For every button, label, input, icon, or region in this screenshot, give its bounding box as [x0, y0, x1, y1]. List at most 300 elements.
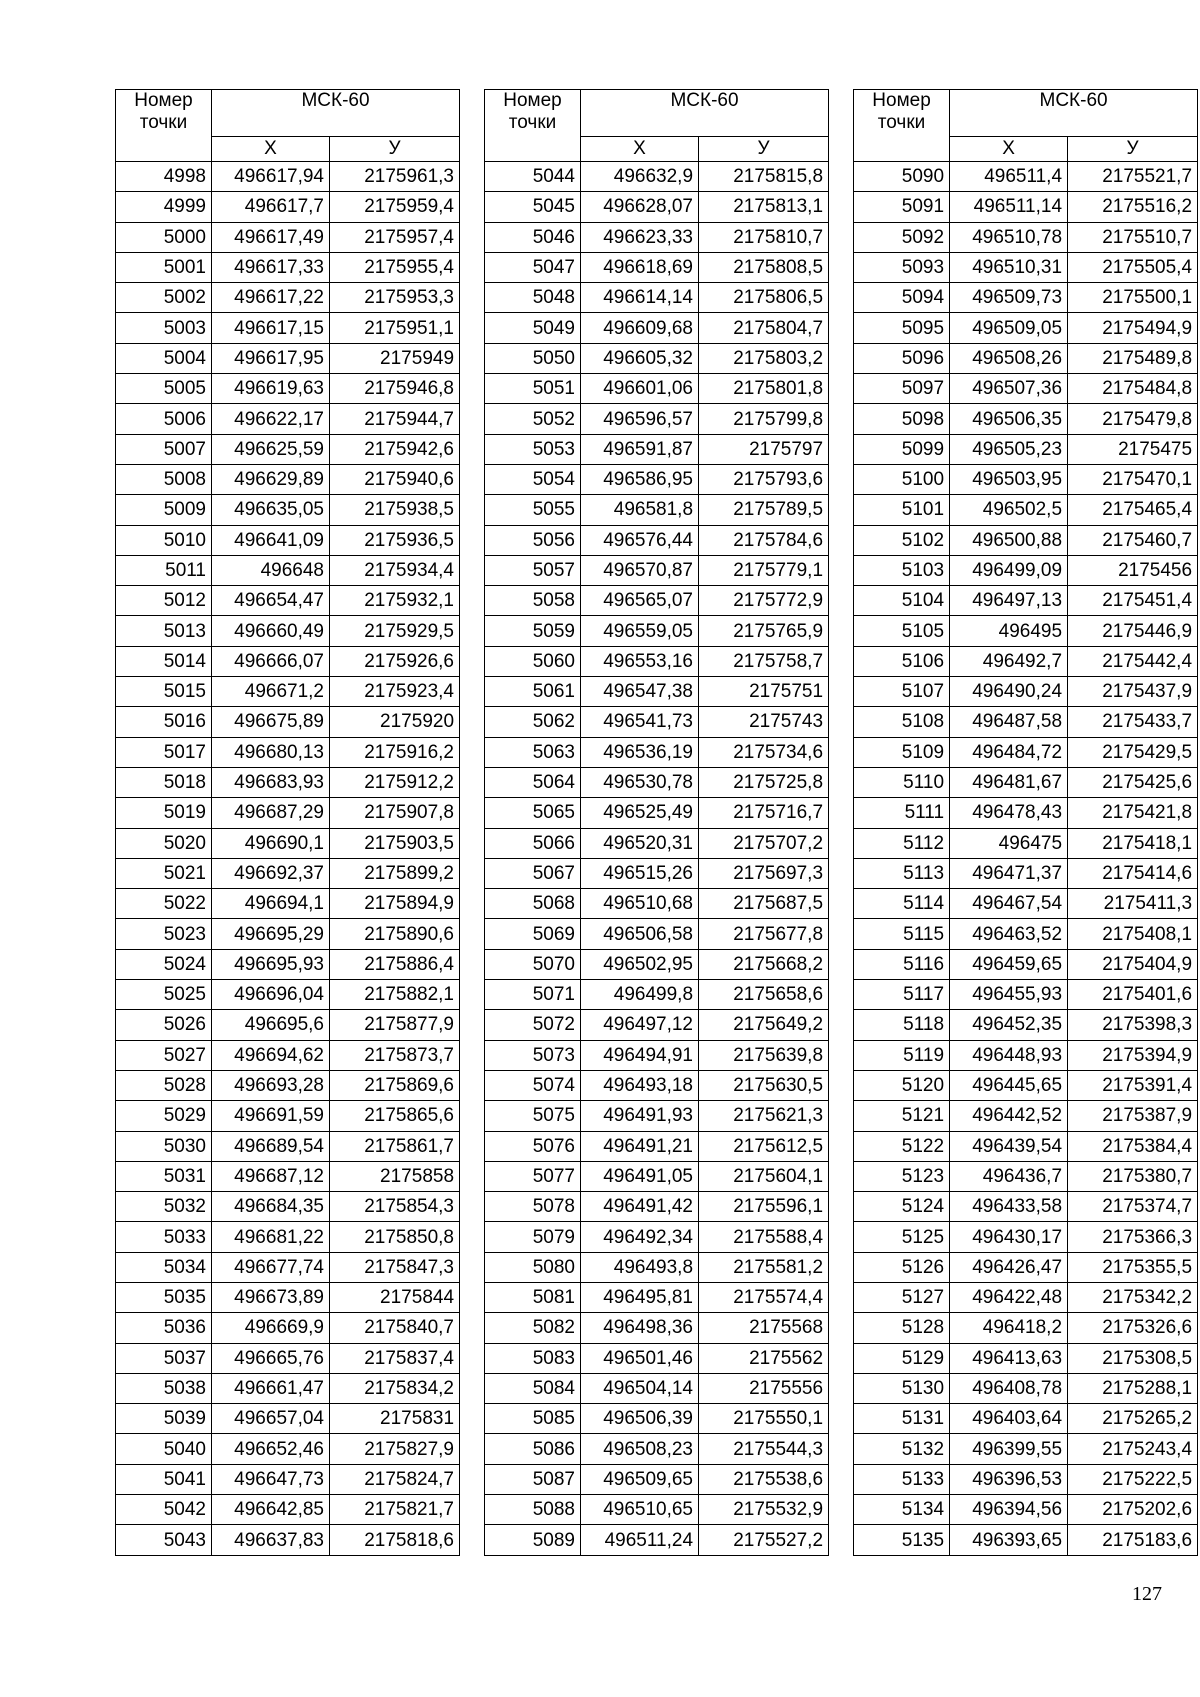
x-coordinate-cell: 496422,48 — [950, 1282, 1068, 1312]
x-coordinate-cell: 496503,95 — [950, 464, 1068, 494]
y-coordinate-cell: 2175612,5 — [699, 1131, 829, 1161]
y-coordinate-cell: 2175920 — [330, 707, 460, 737]
y-coordinate-cell: 2175366,3 — [1068, 1222, 1198, 1252]
point-number-cell: 5038 — [116, 1373, 212, 1403]
x-coordinate-cell: 496570,87 — [581, 555, 699, 585]
y-coordinate-cell: 2175861,7 — [330, 1131, 460, 1161]
x-coordinate-cell: 496490,24 — [950, 677, 1068, 707]
x-coordinate-cell: 496475 — [950, 828, 1068, 858]
y-coordinate-cell: 2175484,8 — [1068, 374, 1198, 404]
x-coordinate-cell: 496436,7 — [950, 1161, 1068, 1191]
table-row — [854, 434, 1198, 464]
point-number-cell: 5110 — [854, 767, 950, 797]
y-coordinate-cell: 2175734,6 — [699, 737, 829, 767]
point-number-cell: 5015 — [116, 677, 212, 707]
y-coordinate-cell: 2175532,9 — [699, 1495, 829, 1525]
x-coordinate-cell: 496614,14 — [581, 283, 699, 313]
x-coordinate-cell: 496576,44 — [581, 525, 699, 555]
y-coordinate-cell: 2175772,9 — [699, 586, 829, 616]
table-row — [854, 1525, 1198, 1555]
table-row — [116, 1192, 460, 1222]
table-row — [116, 192, 460, 222]
table-row — [116, 616, 460, 646]
y-coordinate-cell: 2175505,4 — [1068, 252, 1198, 282]
table-row — [116, 586, 460, 616]
table-row — [485, 525, 829, 555]
y-coordinate-cell: 2175808,5 — [699, 252, 829, 282]
x-coordinate-cell: 496680,13 — [212, 737, 330, 767]
y-coordinate-cell: 2175865,6 — [330, 1101, 460, 1131]
point-number-cell: 5122 — [854, 1131, 950, 1161]
y-coordinate-cell: 2175938,5 — [330, 495, 460, 525]
table-row — [854, 1010, 1198, 1040]
table-row — [485, 1373, 829, 1403]
x-coordinate-cell: 496511,4 — [950, 162, 1068, 192]
x-coordinate-cell: 496642,85 — [212, 1495, 330, 1525]
table-row — [854, 404, 1198, 434]
table-row — [485, 1192, 829, 1222]
x-coordinate-cell: 496510,78 — [950, 222, 1068, 252]
x-coordinate-cell: 496525,49 — [581, 798, 699, 828]
point-number-cell: 5119 — [854, 1040, 950, 1070]
x-coordinate-cell: 496515,26 — [581, 858, 699, 888]
y-coordinate-cell: 2175877,9 — [330, 1010, 460, 1040]
x-coordinate-cell: 496505,23 — [950, 434, 1068, 464]
y-coordinate-cell: 2175510,7 — [1068, 222, 1198, 252]
y-coordinate-cell: 2175202,6 — [1068, 1495, 1198, 1525]
point-number-cell: 5080 — [485, 1252, 581, 1282]
y-coordinate-cell: 2175936,5 — [330, 525, 460, 555]
point-number-header-line2: точки — [139, 112, 188, 133]
x-coordinate-cell: 496648 — [212, 555, 330, 585]
point-number-cell: 5056 — [485, 525, 581, 555]
y-coordinate-cell: 2175837,4 — [330, 1343, 460, 1373]
table-row — [854, 313, 1198, 343]
point-number-cell: 5009 — [116, 495, 212, 525]
y-coordinate-cell: 2175649,2 — [699, 1010, 829, 1040]
table-row — [485, 495, 829, 525]
y-coordinate-cell: 2175658,6 — [699, 980, 829, 1010]
table-row — [854, 1222, 1198, 1252]
point-number-cell: 5076 — [485, 1131, 581, 1161]
x-coordinate-cell: 496394,56 — [950, 1495, 1068, 1525]
y-coordinate-cell: 2175425,6 — [1068, 767, 1198, 797]
x-coordinate-cell: 496617,94 — [212, 162, 330, 192]
x-coordinate-cell: 496692,37 — [212, 858, 330, 888]
table-row — [116, 464, 460, 494]
x-coordinate-cell: 496445,65 — [950, 1070, 1068, 1100]
point-number-cell: 5135 — [854, 1525, 950, 1555]
table-row — [116, 707, 460, 737]
point-number-cell: 5120 — [854, 1070, 950, 1100]
point-number-cell: 5066 — [485, 828, 581, 858]
table-row — [116, 646, 460, 676]
x-coordinate-cell: 496601,06 — [581, 374, 699, 404]
y-coordinate-cell: 2175398,3 — [1068, 1010, 1198, 1040]
x-coordinate-cell: 496628,07 — [581, 192, 699, 222]
table-row — [854, 949, 1198, 979]
y-column-header: У — [699, 137, 829, 162]
point-number-cell: 5028 — [116, 1070, 212, 1100]
x-coordinate-cell: 496396,53 — [950, 1464, 1068, 1494]
point-number-cell: 5108 — [854, 707, 950, 737]
point-number-cell: 5048 — [485, 283, 581, 313]
x-coordinate-cell: 496641,09 — [212, 525, 330, 555]
x-coordinate-cell: 496393,65 — [950, 1525, 1068, 1555]
point-number-cell: 5098 — [854, 404, 950, 434]
x-coordinate-cell: 496504,14 — [581, 1373, 699, 1403]
y-coordinate-cell: 2175779,1 — [699, 555, 829, 585]
y-coordinate-cell: 2175725,8 — [699, 767, 829, 797]
point-number-cell: 5063 — [485, 737, 581, 767]
table-row — [116, 434, 460, 464]
table-row — [854, 222, 1198, 252]
point-number-cell: 5134 — [854, 1495, 950, 1525]
point-number-cell: 5044 — [485, 162, 581, 192]
x-coordinate-cell: 496511,14 — [950, 192, 1068, 222]
x-coordinate-cell: 496509,65 — [581, 1464, 699, 1494]
x-coordinate-cell: 496695,6 — [212, 1010, 330, 1040]
point-number-cell: 4999 — [116, 192, 212, 222]
table-row — [116, 828, 460, 858]
point-number-cell: 5046 — [485, 222, 581, 252]
point-number-cell: 5001 — [116, 252, 212, 282]
table-row — [485, 1464, 829, 1494]
y-coordinate-cell: 2175894,9 — [330, 889, 460, 919]
table-row — [854, 1495, 1198, 1525]
table-row — [485, 828, 829, 858]
point-number-cell: 5124 — [854, 1192, 950, 1222]
point-number-header-line1: Номер — [872, 90, 931, 111]
point-number-cell: 5022 — [116, 889, 212, 919]
table-row — [116, 222, 460, 252]
coordinate-system-header: МСК-60 — [581, 90, 829, 137]
y-coordinate-cell: 2175550,1 — [699, 1404, 829, 1434]
table-row — [116, 1222, 460, 1252]
point-number-cell: 5045 — [485, 192, 581, 222]
y-coordinate-cell: 2175697,3 — [699, 858, 829, 888]
table-row — [485, 767, 829, 797]
x-coordinate-cell: 496511,24 — [581, 1525, 699, 1555]
point-number-cell: 5089 — [485, 1525, 581, 1555]
y-coordinate-cell: 2175789,5 — [699, 495, 829, 525]
point-number-cell: 5104 — [854, 586, 950, 616]
y-coordinate-cell: 2175183,6 — [1068, 1525, 1198, 1555]
table-row — [854, 374, 1198, 404]
y-coordinate-cell: 2175907,8 — [330, 798, 460, 828]
x-coordinate-cell: 496617,15 — [212, 313, 330, 343]
table-row — [854, 1070, 1198, 1100]
point-number-cell: 5025 — [116, 980, 212, 1010]
table-row — [116, 949, 460, 979]
table-row — [485, 677, 829, 707]
table-row — [116, 1373, 460, 1403]
table-row — [854, 1434, 1198, 1464]
table-row — [485, 404, 829, 434]
y-coordinate-cell: 2175803,2 — [699, 343, 829, 373]
x-coordinate-cell: 496617,33 — [212, 252, 330, 282]
x-coordinate-cell: 496452,35 — [950, 1010, 1068, 1040]
table-row — [485, 1313, 829, 1343]
x-coordinate-cell: 496681,22 — [212, 1222, 330, 1252]
x-coordinate-cell: 496510,31 — [950, 252, 1068, 282]
table-row — [116, 252, 460, 282]
table-row — [854, 1313, 1198, 1343]
x-coordinate-cell: 496652,46 — [212, 1434, 330, 1464]
table-row — [485, 313, 829, 343]
table-row — [854, 889, 1198, 919]
point-number-cell: 5095 — [854, 313, 950, 343]
point-number-cell: 5057 — [485, 555, 581, 585]
table-row — [116, 162, 460, 192]
table-row — [485, 737, 829, 767]
point-number-header-line1: Номер — [134, 90, 193, 111]
table-row — [485, 1222, 829, 1252]
x-coordinate-cell: 496689,54 — [212, 1131, 330, 1161]
point-number-cell: 5105 — [854, 616, 950, 646]
y-coordinate-cell: 2175562 — [699, 1343, 829, 1373]
y-coordinate-cell: 2175465,4 — [1068, 495, 1198, 525]
y-coordinate-cell: 2175475 — [1068, 434, 1198, 464]
point-number-cell: 5123 — [854, 1161, 950, 1191]
point-number-cell: 5008 — [116, 464, 212, 494]
y-coordinate-cell: 2175797 — [699, 434, 829, 464]
y-coordinate-cell: 2175421,8 — [1068, 798, 1198, 828]
table-row — [854, 616, 1198, 646]
x-coordinate-cell: 496695,93 — [212, 949, 330, 979]
point-number-cell: 5129 — [854, 1343, 950, 1373]
x-coordinate-cell: 496654,47 — [212, 586, 330, 616]
x-coordinate-cell: 496530,78 — [581, 767, 699, 797]
x-coordinate-cell: 496591,87 — [581, 434, 699, 464]
table-row — [116, 1404, 460, 1434]
x-coordinate-cell: 496536,19 — [581, 737, 699, 767]
table-row — [854, 525, 1198, 555]
point-number-cell: 5013 — [116, 616, 212, 646]
table-row — [485, 586, 829, 616]
table-row — [485, 192, 829, 222]
x-coordinate-cell: 496691,59 — [212, 1101, 330, 1131]
x-coordinate-cell: 496509,05 — [950, 313, 1068, 343]
x-coordinate-cell: 496694,62 — [212, 1040, 330, 1070]
y-coordinate-cell: 2175401,6 — [1068, 980, 1198, 1010]
x-coordinate-cell: 496618,69 — [581, 252, 699, 282]
point-number-cell: 5040 — [116, 1434, 212, 1464]
x-coordinate-cell: 496695,29 — [212, 919, 330, 949]
point-number-header — [485, 90, 581, 162]
point-number-cell: 5114 — [854, 889, 950, 919]
point-number-cell: 5133 — [854, 1464, 950, 1494]
table-row — [854, 1192, 1198, 1222]
table-row — [116, 1343, 460, 1373]
point-number-header — [116, 90, 212, 162]
point-number-cell: 5049 — [485, 313, 581, 343]
y-coordinate-cell: 2175890,6 — [330, 919, 460, 949]
y-coordinate-cell: 2175840,7 — [330, 1313, 460, 1343]
table-row — [116, 283, 460, 313]
x-column-header: Х — [581, 137, 699, 162]
x-coordinate-cell: 496506,35 — [950, 404, 1068, 434]
table-row — [854, 1101, 1198, 1131]
x-coordinate-cell: 496426,47 — [950, 1252, 1068, 1282]
point-number-cell: 5127 — [854, 1282, 950, 1312]
y-coordinate-cell: 2175869,6 — [330, 1070, 460, 1100]
point-number-cell: 5071 — [485, 980, 581, 1010]
point-number-cell: 5047 — [485, 252, 581, 282]
coordinate-table — [853, 89, 1198, 1556]
point-number-header-line2: точки — [877, 112, 926, 133]
point-number-cell: 5116 — [854, 949, 950, 979]
table-row — [116, 1252, 460, 1282]
x-coordinate-cell: 496671,2 — [212, 677, 330, 707]
point-number-cell: 5060 — [485, 646, 581, 676]
x-coordinate-cell: 496559,05 — [581, 616, 699, 646]
point-number-cell: 5072 — [485, 1010, 581, 1040]
y-coordinate-cell: 2175500,1 — [1068, 283, 1198, 313]
y-coordinate-cell: 2175222,5 — [1068, 1464, 1198, 1494]
table-row — [116, 1525, 460, 1555]
x-coordinate-cell: 496439,54 — [950, 1131, 1068, 1161]
y-coordinate-cell: 2175687,5 — [699, 889, 829, 919]
x-coordinate-cell: 496687,12 — [212, 1161, 330, 1191]
y-coordinate-cell: 2175516,2 — [1068, 192, 1198, 222]
x-column-header: Х — [950, 137, 1068, 162]
point-number-cell: 5128 — [854, 1313, 950, 1343]
x-coordinate-cell: 496635,05 — [212, 495, 330, 525]
y-coordinate-cell: 2175326,6 — [1068, 1313, 1198, 1343]
table-row — [854, 767, 1198, 797]
x-coordinate-cell: 496632,9 — [581, 162, 699, 192]
y-coordinate-cell: 2175929,5 — [330, 616, 460, 646]
point-number-cell: 5023 — [116, 919, 212, 949]
point-number-cell: 5000 — [116, 222, 212, 252]
table-row — [854, 252, 1198, 282]
y-coordinate-cell: 2175355,5 — [1068, 1252, 1198, 1282]
y-coordinate-cell: 2175668,2 — [699, 949, 829, 979]
point-number-cell: 5016 — [116, 707, 212, 737]
point-number-cell: 5011 — [116, 555, 212, 585]
y-coordinate-cell: 2175758,7 — [699, 646, 829, 676]
y-coordinate-cell: 2175470,1 — [1068, 464, 1198, 494]
point-number-cell: 5131 — [854, 1404, 950, 1434]
y-coordinate-cell: 2175442,4 — [1068, 646, 1198, 676]
y-coordinate-cell: 2175544,3 — [699, 1434, 829, 1464]
point-number-cell: 5027 — [116, 1040, 212, 1070]
y-coordinate-cell: 2175384,4 — [1068, 1131, 1198, 1161]
y-coordinate-cell: 2175414,6 — [1068, 858, 1198, 888]
point-number-cell: 5094 — [854, 283, 950, 313]
y-coordinate-cell: 2175418,1 — [1068, 828, 1198, 858]
point-number-cell: 5035 — [116, 1282, 212, 1312]
coordinate-system-header: МСК-60 — [950, 90, 1198, 137]
y-coordinate-cell: 2175959,4 — [330, 192, 460, 222]
y-coordinate-cell: 2175707,2 — [699, 828, 829, 858]
y-coordinate-cell: 2175806,5 — [699, 283, 829, 313]
table-row — [854, 646, 1198, 676]
y-coordinate-cell: 2175288,1 — [1068, 1373, 1198, 1403]
point-number-cell: 5070 — [485, 949, 581, 979]
x-coordinate-cell: 496622,17 — [212, 404, 330, 434]
x-coordinate-cell: 496629,89 — [212, 464, 330, 494]
table-row — [116, 1464, 460, 1494]
x-coordinate-cell: 496617,49 — [212, 222, 330, 252]
x-coordinate-cell: 496471,37 — [950, 858, 1068, 888]
point-number-cell: 5054 — [485, 464, 581, 494]
point-number-cell: 5101 — [854, 495, 950, 525]
point-number-cell: 5024 — [116, 949, 212, 979]
table-row — [854, 1343, 1198, 1373]
y-coordinate-cell: 2175844 — [330, 1282, 460, 1312]
point-number-cell: 4998 — [116, 162, 212, 192]
x-coordinate-cell: 496660,49 — [212, 616, 330, 646]
x-coordinate-cell: 496581,8 — [581, 495, 699, 525]
table-row — [116, 889, 460, 919]
y-coordinate-cell: 2175944,7 — [330, 404, 460, 434]
point-number-cell: 5118 — [854, 1010, 950, 1040]
point-number-cell: 5004 — [116, 343, 212, 373]
table-row — [485, 798, 829, 828]
table-row — [485, 464, 829, 494]
coordinate-table — [115, 89, 460, 1556]
x-coordinate-cell: 496520,31 — [581, 828, 699, 858]
point-number-header-line2: точки — [508, 112, 557, 133]
y-coordinate-cell: 2175429,5 — [1068, 737, 1198, 767]
table-row — [485, 616, 829, 646]
y-coordinate-cell: 2175815,8 — [699, 162, 829, 192]
y-coordinate-cell: 2175265,2 — [1068, 1404, 1198, 1434]
point-number-cell: 5093 — [854, 252, 950, 282]
point-number-cell: 5039 — [116, 1404, 212, 1434]
x-coordinate-cell: 496541,73 — [581, 707, 699, 737]
point-number-cell: 5018 — [116, 767, 212, 797]
point-number-cell: 5081 — [485, 1282, 581, 1312]
point-number-cell: 5102 — [854, 525, 950, 555]
y-coordinate-cell: 2175804,7 — [699, 313, 829, 343]
y-coordinate-cell: 2175380,7 — [1068, 1161, 1198, 1191]
y-coordinate-cell: 2175765,9 — [699, 616, 829, 646]
y-coordinate-cell: 2175568 — [699, 1313, 829, 1343]
x-coordinate-cell: 496565,07 — [581, 586, 699, 616]
y-coordinate-cell: 2175873,7 — [330, 1040, 460, 1070]
point-number-cell: 5059 — [485, 616, 581, 646]
y-coordinate-cell: 2175955,4 — [330, 252, 460, 282]
point-number-cell: 5037 — [116, 1343, 212, 1373]
table-row — [485, 1131, 829, 1161]
table-row — [485, 1343, 829, 1373]
y-coordinate-cell: 2175818,6 — [330, 1525, 460, 1555]
point-number-cell: 5099 — [854, 434, 950, 464]
y-coordinate-cell: 2175446,9 — [1068, 616, 1198, 646]
point-number-cell: 5079 — [485, 1222, 581, 1252]
point-number-cell: 5062 — [485, 707, 581, 737]
point-number-cell: 5052 — [485, 404, 581, 434]
point-number-cell: 5075 — [485, 1101, 581, 1131]
table-row — [485, 1040, 829, 1070]
table-row — [116, 1070, 460, 1100]
y-coordinate-cell: 2175957,4 — [330, 222, 460, 252]
x-coordinate-cell: 496696,04 — [212, 980, 330, 1010]
point-number-cell: 5090 — [854, 162, 950, 192]
coordinate-table — [484, 89, 829, 1556]
point-number-cell: 5097 — [854, 374, 950, 404]
x-coordinate-cell: 496484,72 — [950, 737, 1068, 767]
table-row — [116, 343, 460, 373]
point-number-cell: 5074 — [485, 1070, 581, 1100]
y-coordinate-cell: 2175799,8 — [699, 404, 829, 434]
point-number-cell: 5132 — [854, 1434, 950, 1464]
table-row — [485, 919, 829, 949]
point-number-cell: 5010 — [116, 525, 212, 555]
